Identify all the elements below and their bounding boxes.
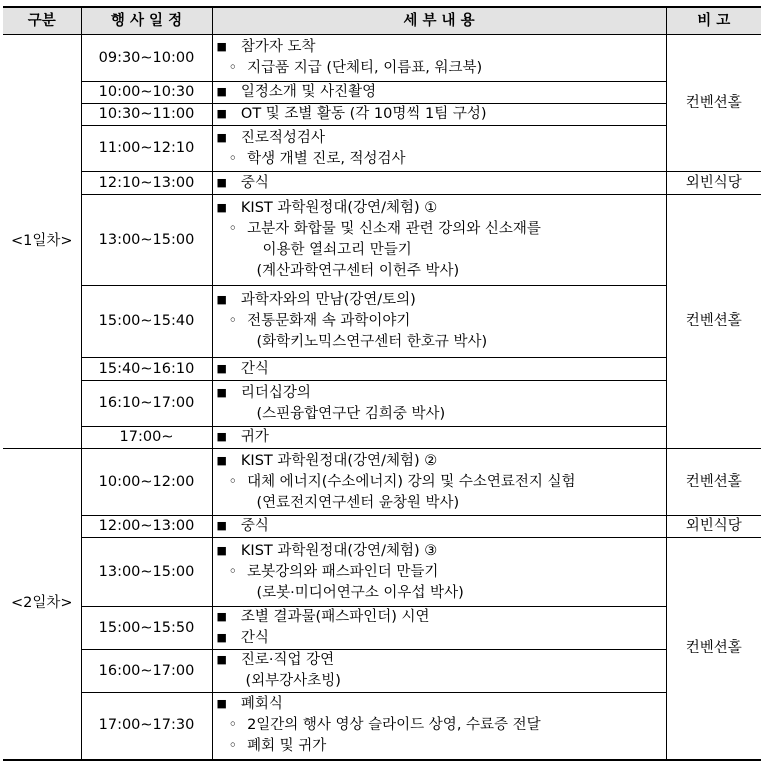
detail-sub: (로봇·미디어연구소 이우섭 박사) [256,584,464,601]
time-cell: 17:00∼ [81,427,212,449]
header-row [3,7,761,35]
detail-cell [212,516,666,538]
note-cell: 외빈식당 [666,172,761,195]
detail-item: ■ 진로적성검사 [217,128,662,149]
detail-cell [212,104,666,126]
table-row [3,126,761,172]
table-row [3,693,761,760]
table-row [3,427,761,449]
detail-item: ■ 중식 [217,516,662,537]
table-row [3,286,761,358]
time-cell: 11:00∼12:10 [81,126,212,172]
time-cell: 12:00∼13:00 [81,516,212,538]
note-cell: 컨벤션홀 [666,35,761,172]
time-cell: 15:00∼15:40 [81,286,212,358]
detail-sub: (계산과학연구센터 이헌주 박사) [256,263,460,279]
note-cell: 컨벤션홀 [666,538,761,760]
table-row [3,195,761,286]
detail-sub: ◦ 전통문화재 속 과학이야기 [217,311,662,332]
detail-item: ■ KIST 과학원정대(강연/체험) ① [217,198,662,219]
time-cell: 13:00∼15:00 [81,538,212,607]
table-row [3,381,761,427]
time-cell: 15:00∼15:50 [81,607,212,650]
detail-item: ■ 조별 결과물(패스파인더) 시연 [217,607,662,628]
detail-sub: ◦ 고분자 화합물 및 신소재 관련 강의와 신소재를 [217,219,662,240]
header-category: 구분 [3,7,81,35]
detail-sub: ◦ 대체 에너지(수소에너지) 강의 및 수소연료전지 실험 [217,472,662,493]
table-row [3,516,761,538]
table-row [3,82,761,104]
detail-item: ■ 폐회식 [217,694,662,715]
detail-sub: (스핀융합연구단 김희중 박사) [256,405,446,422]
detail-cell [212,449,666,516]
detail-cell [212,381,666,427]
table-row [3,358,761,381]
detail-cell [212,607,666,650]
detail-cell [212,286,666,358]
detail-sub: (연료전지연구센터 윤창원 박사) [256,494,460,511]
time-cell: 10:00∼10:30 [81,82,212,104]
header-note: 비 고 [666,7,761,35]
header-details: 세 부 내 용 [212,7,666,35]
table-row [3,172,761,195]
detail-sub: ◦ 지급품 지급 (단체티, 이름표, 워크북) [217,58,662,79]
day2-label: <2일차> [3,449,81,760]
header-schedule: 행 사 일 정 [81,7,212,35]
detail-sub: (화학키노믹스연구센터 한호규 박사) [256,334,488,350]
schedule-table [3,6,761,761]
detail-item: ■ 일정소개 및 사진촬영 [217,82,662,103]
time-cell: 17:00∼17:30 [81,693,212,760]
detail-cell [212,195,666,286]
detail-item: ■ OT 및 조별 활동 (각 10명씩 1팀 구성) [217,104,662,125]
detail-sub: ◦ 학생 개별 진로, 적성검사 [217,149,662,170]
table-row [3,650,761,693]
detail-item: ■ 리더십강의 [217,383,662,404]
day1-label: <1일차> [3,35,81,449]
detail-item: ■ KIST 과학원정대(강연/체험) ③ [217,541,662,562]
detail-item: ■ 참가자 도착 [217,37,662,58]
detail-item: ■ KIST 과학원정대(강연/체험) ② [217,451,662,472]
note-cell: 컨벤션홀 [666,449,761,516]
detail-item: ■ 간식 [217,628,662,649]
detail-sub: (외부강사초빙) [245,673,341,689]
detail-item: ■ 중식 [217,173,662,194]
detail-item: ■ 간식 [217,359,662,380]
detail-sub: 이용한 열쇠고리 만들기 [262,242,412,258]
detail-cell [212,427,666,449]
time-cell: 10:30∼11:00 [81,104,212,126]
detail-cell [212,35,666,82]
detail-cell [212,358,666,381]
time-cell: 12:10∼13:00 [81,172,212,195]
table-row [3,449,761,516]
detail-item: ■ 진로·직업 강연 [217,650,662,671]
time-cell: 10:00∼12:00 [81,449,212,516]
detail-sub: ◦ 로봇강의와 패스파인더 만들기 [217,562,662,583]
table-row [3,104,761,126]
detail-item: ■ 귀가 [217,427,662,448]
detail-cell [212,538,666,607]
time-cell: 15:40∼16:10 [81,358,212,381]
table-row [3,538,761,607]
time-cell: 16:00∼17:00 [81,650,212,693]
detail-cell [212,126,666,172]
detail-cell [212,82,666,104]
detail-sub: ◦ 2일간의 행사 영상 슬라이드 상영, 수료증 전달 [217,715,662,736]
time-cell: 09:30∼10:00 [81,35,212,82]
time-cell: 13:00∼15:00 [81,195,212,286]
detail-cell [212,693,666,760]
table-row [3,607,761,650]
table-row [3,35,761,82]
note-cell: 외빈식당 [666,516,761,538]
detail-cell [212,650,666,693]
time-cell: 16:10∼17:00 [81,381,212,427]
detail-cell [212,172,666,195]
detail-item: ■ 과학자와의 만남(강연/토의) [217,290,662,311]
detail-sub: ◦ 폐회 및 귀가 [217,736,662,757]
note-cell: 컨벤션홀 [666,195,761,449]
